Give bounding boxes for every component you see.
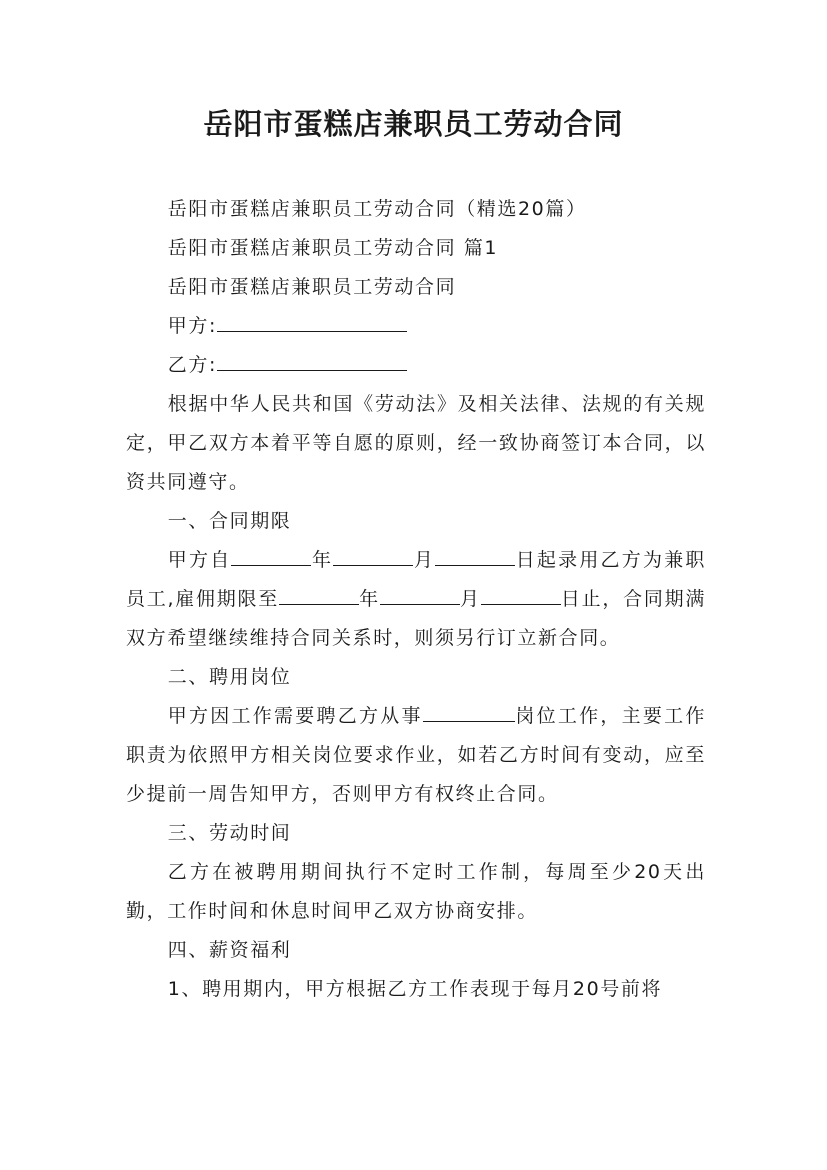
start-day-blank (435, 547, 515, 566)
document-body (126, 190, 706, 1009)
section-2-heading: 二、聘用岗位 (167, 666, 292, 688)
end-month-blank (380, 586, 460, 605)
section-3-paragraph: 乙方在被聘用期间执行不定时工作制，每周至少20天出勤，工作时间和休息时间甲乙双方协商安排。 (126, 861, 706, 922)
end-year-blank (279, 586, 359, 605)
section-4-item-1: 1、聘用期内，甲方根据乙方工作表现于每月20号前将 (167, 978, 663, 1000)
section-1-text-5: 年 (359, 588, 380, 610)
party-a-line (126, 307, 706, 346)
party-b-line (126, 346, 706, 385)
section-1-text-1: 甲方自 (167, 549, 232, 571)
section-1-text-6: 月 (459, 588, 481, 610)
section-2-paragraph (126, 697, 706, 814)
subtitle-line-2: 岳阳市蛋糕店兼职员工劳动合同 篇1 (167, 237, 499, 259)
section-1-heading: 一、合同期限 (167, 510, 292, 532)
section-1-text-3: 月 (413, 549, 436, 571)
section-2-text-1: 甲方因工作需要聘乙方从事 (167, 705, 423, 727)
party-b-label: 乙方: (167, 354, 217, 376)
section-1-text-4: 日起录用乙方为兼职员工,雇佣期限至 (126, 549, 706, 610)
intro-paragraph: 根据中华人民共和国《劳动法》及相关法律、法规的有关规定，甲乙双方本着平等自愿的原则，经一致协商签订本合同，以资共同遵守。 (126, 393, 706, 493)
subtitle-line-1: 岳阳市蛋糕店兼职员工劳动合同（精选20篇） (167, 198, 587, 220)
party-a-label: 甲方: (167, 315, 217, 337)
section-2-text-2: 岗位工作，主要工作职责为依照甲方相关岗位要求作业，如若乙方时间有变动，应至少提前一周告知甲方，否则甲方有权终止合同。 (126, 705, 706, 805)
start-month-blank (333, 547, 413, 566)
section-3-heading: 三、劳动时间 (167, 822, 292, 844)
party-b-blank (217, 352, 407, 371)
document-title: 岳阳市蛋糕店兼职员工劳动合同 (203, 107, 624, 141)
post-blank (423, 703, 515, 722)
end-day-blank (481, 586, 561, 605)
subtitle-line-3: 岳阳市蛋糕店兼职员工劳动合同 (167, 276, 457, 298)
start-year-blank (231, 547, 311, 566)
party-a-blank (217, 313, 407, 332)
section-1-paragraph (126, 541, 706, 658)
section-1-text-7: 日止，合同期满双方希望继续维持合同关系时，则须另行订立新合同。 (126, 588, 706, 649)
section-1-text-2: 年 (311, 549, 334, 571)
section-4-heading: 四、薪资福利 (167, 939, 292, 961)
